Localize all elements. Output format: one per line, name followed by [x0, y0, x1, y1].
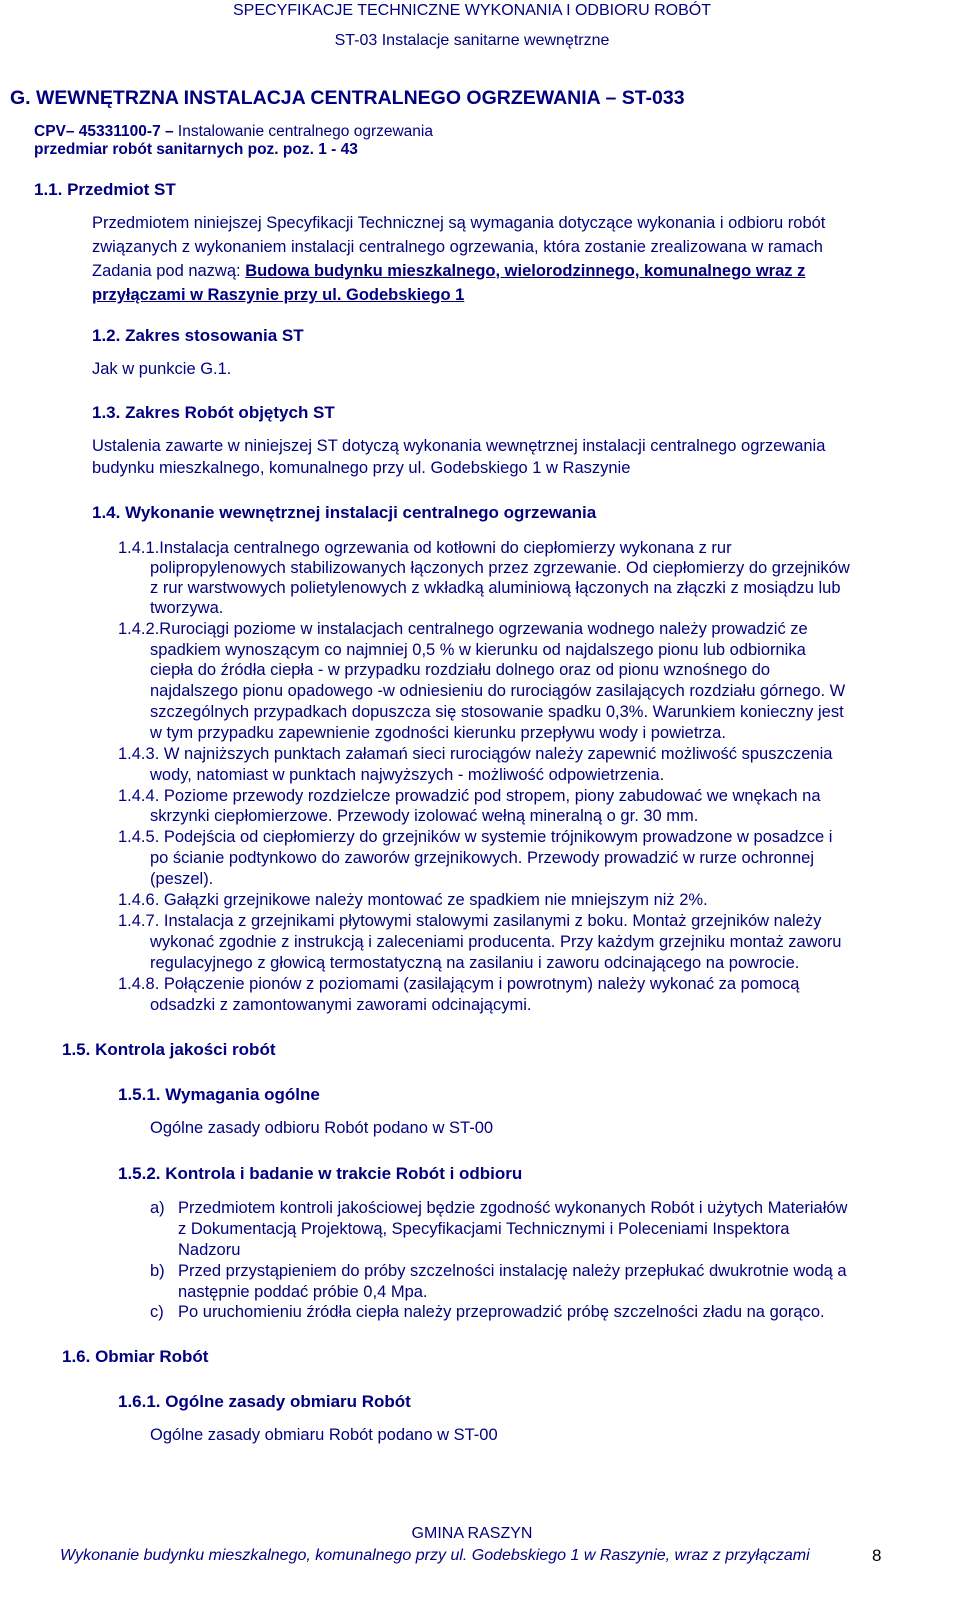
- s14-line: ciepła do źródła ciepła - w przypadku rozdziału dolnego oraz od pionu wznośnego do: [150, 661, 771, 679]
- list-item-a-line: Nadzoru: [178, 1241, 241, 1259]
- list-marker-c: c): [150, 1303, 164, 1321]
- s13-line-1: Ustalenia zawarte w niniejszej ST dotyczą wykonania wewnętrznej instalacji centralnego ogrzewania: [92, 437, 826, 455]
- section-1-2-heading: 1.2. Zakres stosowania ST: [92, 326, 304, 345]
- section-1-6-1-heading: 1.6.1. Ogólne zasady obmiaru Robót: [118, 1392, 411, 1411]
- s14-line: 1.4.3. W najniższych punktach załamań sieci rurociągów należy zapewnić możliwość spuszczenia: [118, 745, 833, 763]
- s14-line: polipropylenowych stabilizowanych łączonych przez zgrzewanie. Od ciepłomierzy do grzejników: [150, 559, 850, 577]
- section-1-5-1-heading: 1.5.1. Wymagania ogólne: [118, 1085, 320, 1104]
- project-name-part-2: przyłączami w Raszynie przy ul. Godebskiego 1: [92, 286, 465, 304]
- s161-text: Ogólne zasady obmiaru Robót podano w ST-00: [150, 1426, 498, 1444]
- s11-line-1: Przedmiotem niniejszej Specyfikacji Technicznej są wymagania dotyczące wykonania i odbioru robót: [92, 214, 826, 232]
- s13-line-2: budynku mieszkalnego, komunalnego przy ul. Godebskiego 1 w Raszynie: [92, 459, 631, 477]
- section-1-5-heading: 1.5. Kontrola jakości robót: [62, 1040, 276, 1059]
- s14-line: tworzywa.: [150, 599, 224, 617]
- list-item-b-line: Przed przystąpieniem do próby szczelności instalację należy przepłukać dwukrotnie wodą a: [178, 1262, 847, 1280]
- cpv-scope: przedmiar robót sanitarnych poz. poz. 1 - 43: [34, 141, 358, 158]
- page-title: G. WEWNĘTRZNA INSTALACJA CENTRALNEGO OGRZEWANIA – ST-033: [10, 87, 685, 109]
- s14-line: regulacyjnego z głowicą termostatyczną na zasilaniu i zaworu odcinającego na powrocie.: [150, 954, 800, 972]
- footer-project: Wykonanie budynku mieszkalnego, komunalnego przy ul. Godebskiego 1 w Raszynie, wraz z przyłączami: [60, 1547, 810, 1564]
- s11-line-2: związanych z wykonaniem instalacji centralnego ogrzewania, która zostanie zrealizowana w ramach: [92, 238, 823, 256]
- s14-line: z rur warstwowych polietylenowych z wkładką aluminiową łączonych na złączki z mosiądzu lub: [150, 579, 841, 597]
- s14-line: 1.4.5. Podejścia od ciepłomierzy do grzejników w systemie trójnikowym prowadzone w posadzce i: [118, 828, 833, 846]
- list-marker-a: a): [150, 1199, 165, 1217]
- s14-line: 1.4.7. Instalacja z grzejnikami płytowymi stalowymi zasilanymi z boku. Montaż grzejników należy: [118, 912, 822, 930]
- s14-line: 1.4.6. Gałązki grzejnikowe należy montować ze spadkiem nie mniejszym niż 2%.: [118, 891, 708, 909]
- project-name-part-1: Budowa budynku mieszkalnego, wielorodzinnego, komunalnego wraz z: [245, 262, 806, 280]
- s151-text: Ogólne zasady odbioru Robót podano w ST-00: [150, 1119, 494, 1137]
- list-item-c-line: Po uruchomieniu źródła ciepła należy przeprowadzić próbę szczelności zładu na gorąco.: [178, 1303, 825, 1321]
- page-number: 8: [872, 1546, 882, 1565]
- s14-line: 1.4.2.Rurociągi poziome w instalacjach centralnego ogrzewania wodnego należy prowadzić ze: [118, 620, 808, 638]
- section-1-1-heading: 1.1. Przedmiot ST: [34, 180, 176, 199]
- s14-line: odsadzki z zamontowanymi zaworami odcinającymi.: [150, 996, 532, 1014]
- cpv-code: CPV– 45331100-7 –: [34, 123, 174, 140]
- list-item-a-line: z Dokumentacją Projektową, Specyfikacjami Technicznymi i Poleceniami Inspektora: [178, 1220, 790, 1238]
- s14-line: w tym przypadku zapewnienie zgodności kierunku przepływu wody i powietrza.: [150, 724, 726, 742]
- s14-line: spadkiem wynoszącym co najmniej 0,5 % w kierunku od najdalszego pionu lub odbiornika: [150, 641, 806, 659]
- header-line-1: SPECYFIKACJE TECHNICZNE WYKONANIA I ODBIORU ROBÓT: [233, 2, 711, 19]
- section-1-3-heading: 1.3. Zakres Robót objętych ST: [92, 403, 335, 422]
- s14-line: (peszel).: [150, 870, 214, 888]
- s14-line: wykonać zgodnie z instrukcją i zaleceniami producenta. Przy każdym grzejniku montaż zaworu: [150, 933, 842, 951]
- header-line-2: ST-03 Instalacje sanitarne wewnętrzne: [334, 32, 610, 49]
- s14-line: skrzynki ciepłomierzowe. Przewody izolować wełną mineralną o gr. 30 mm.: [150, 807, 699, 825]
- section-1-4-heading: 1.4. Wykonanie wewnętrznej instalacji centralnego ogrzewania: [92, 503, 597, 522]
- s11-line-3-prefix: Zadania pod nazwą:: [92, 262, 246, 280]
- list-item-a-line: Przedmiotem kontroli jakościowej będzie zgodność wykonanych Robót i użytych Materiałów: [178, 1199, 848, 1217]
- s11-line-3: [92, 262, 805, 281]
- s14-line: najdalszego pionu opadowego -w odniesieniu do rurociągów zasilających rozdziału górnego. W: [150, 682, 846, 700]
- s14-line: 1.4.1.Instalacja centralnego ogrzewania od kotłowni do ciepłomierzy wykonana z rur: [118, 539, 732, 557]
- s14-line: 1.4.4. Poziome przewody rozdzielcze prowadzić pod stropem, piony zabudować we wnękach na: [118, 787, 821, 805]
- s14-line: wody, natomiast w punktach najwyższych - możliwość odpowietrzenia.: [150, 766, 665, 784]
- footer-organization: GMINA RASZYN: [411, 1525, 533, 1542]
- list-marker-b: b): [150, 1262, 165, 1280]
- list-item-b-line: następnie poddać próbie 0,4 Mpa.: [178, 1283, 428, 1301]
- s12-text: Jak w punkcie G.1.: [92, 360, 232, 378]
- s14-line: po ścianie podtynkowo do zaworów grzejnikowych. Przewody prowadzić w rurze ochronnej: [150, 849, 814, 867]
- s14-line: 1.4.8. Połączenie pionów z poziomami (zasilającym i powrotnym) należy wykonać za pomocą: [118, 975, 800, 993]
- s14-line: szczególnych przypadkach dopuszcza się stosowanie spadku 0,3%. Warunkiem konieczny jest: [150, 703, 844, 721]
- cpv-desc: Instalowanie centralnego ogrzewania: [173, 123, 433, 140]
- cpv-line: [34, 123, 433, 141]
- section-1-5-2-heading: 1.5.2. Kontrola i badanie w trakcie Robót i odbioru: [118, 1164, 523, 1183]
- section-1-6-heading: 1.6. Obmiar Robót: [62, 1347, 209, 1366]
